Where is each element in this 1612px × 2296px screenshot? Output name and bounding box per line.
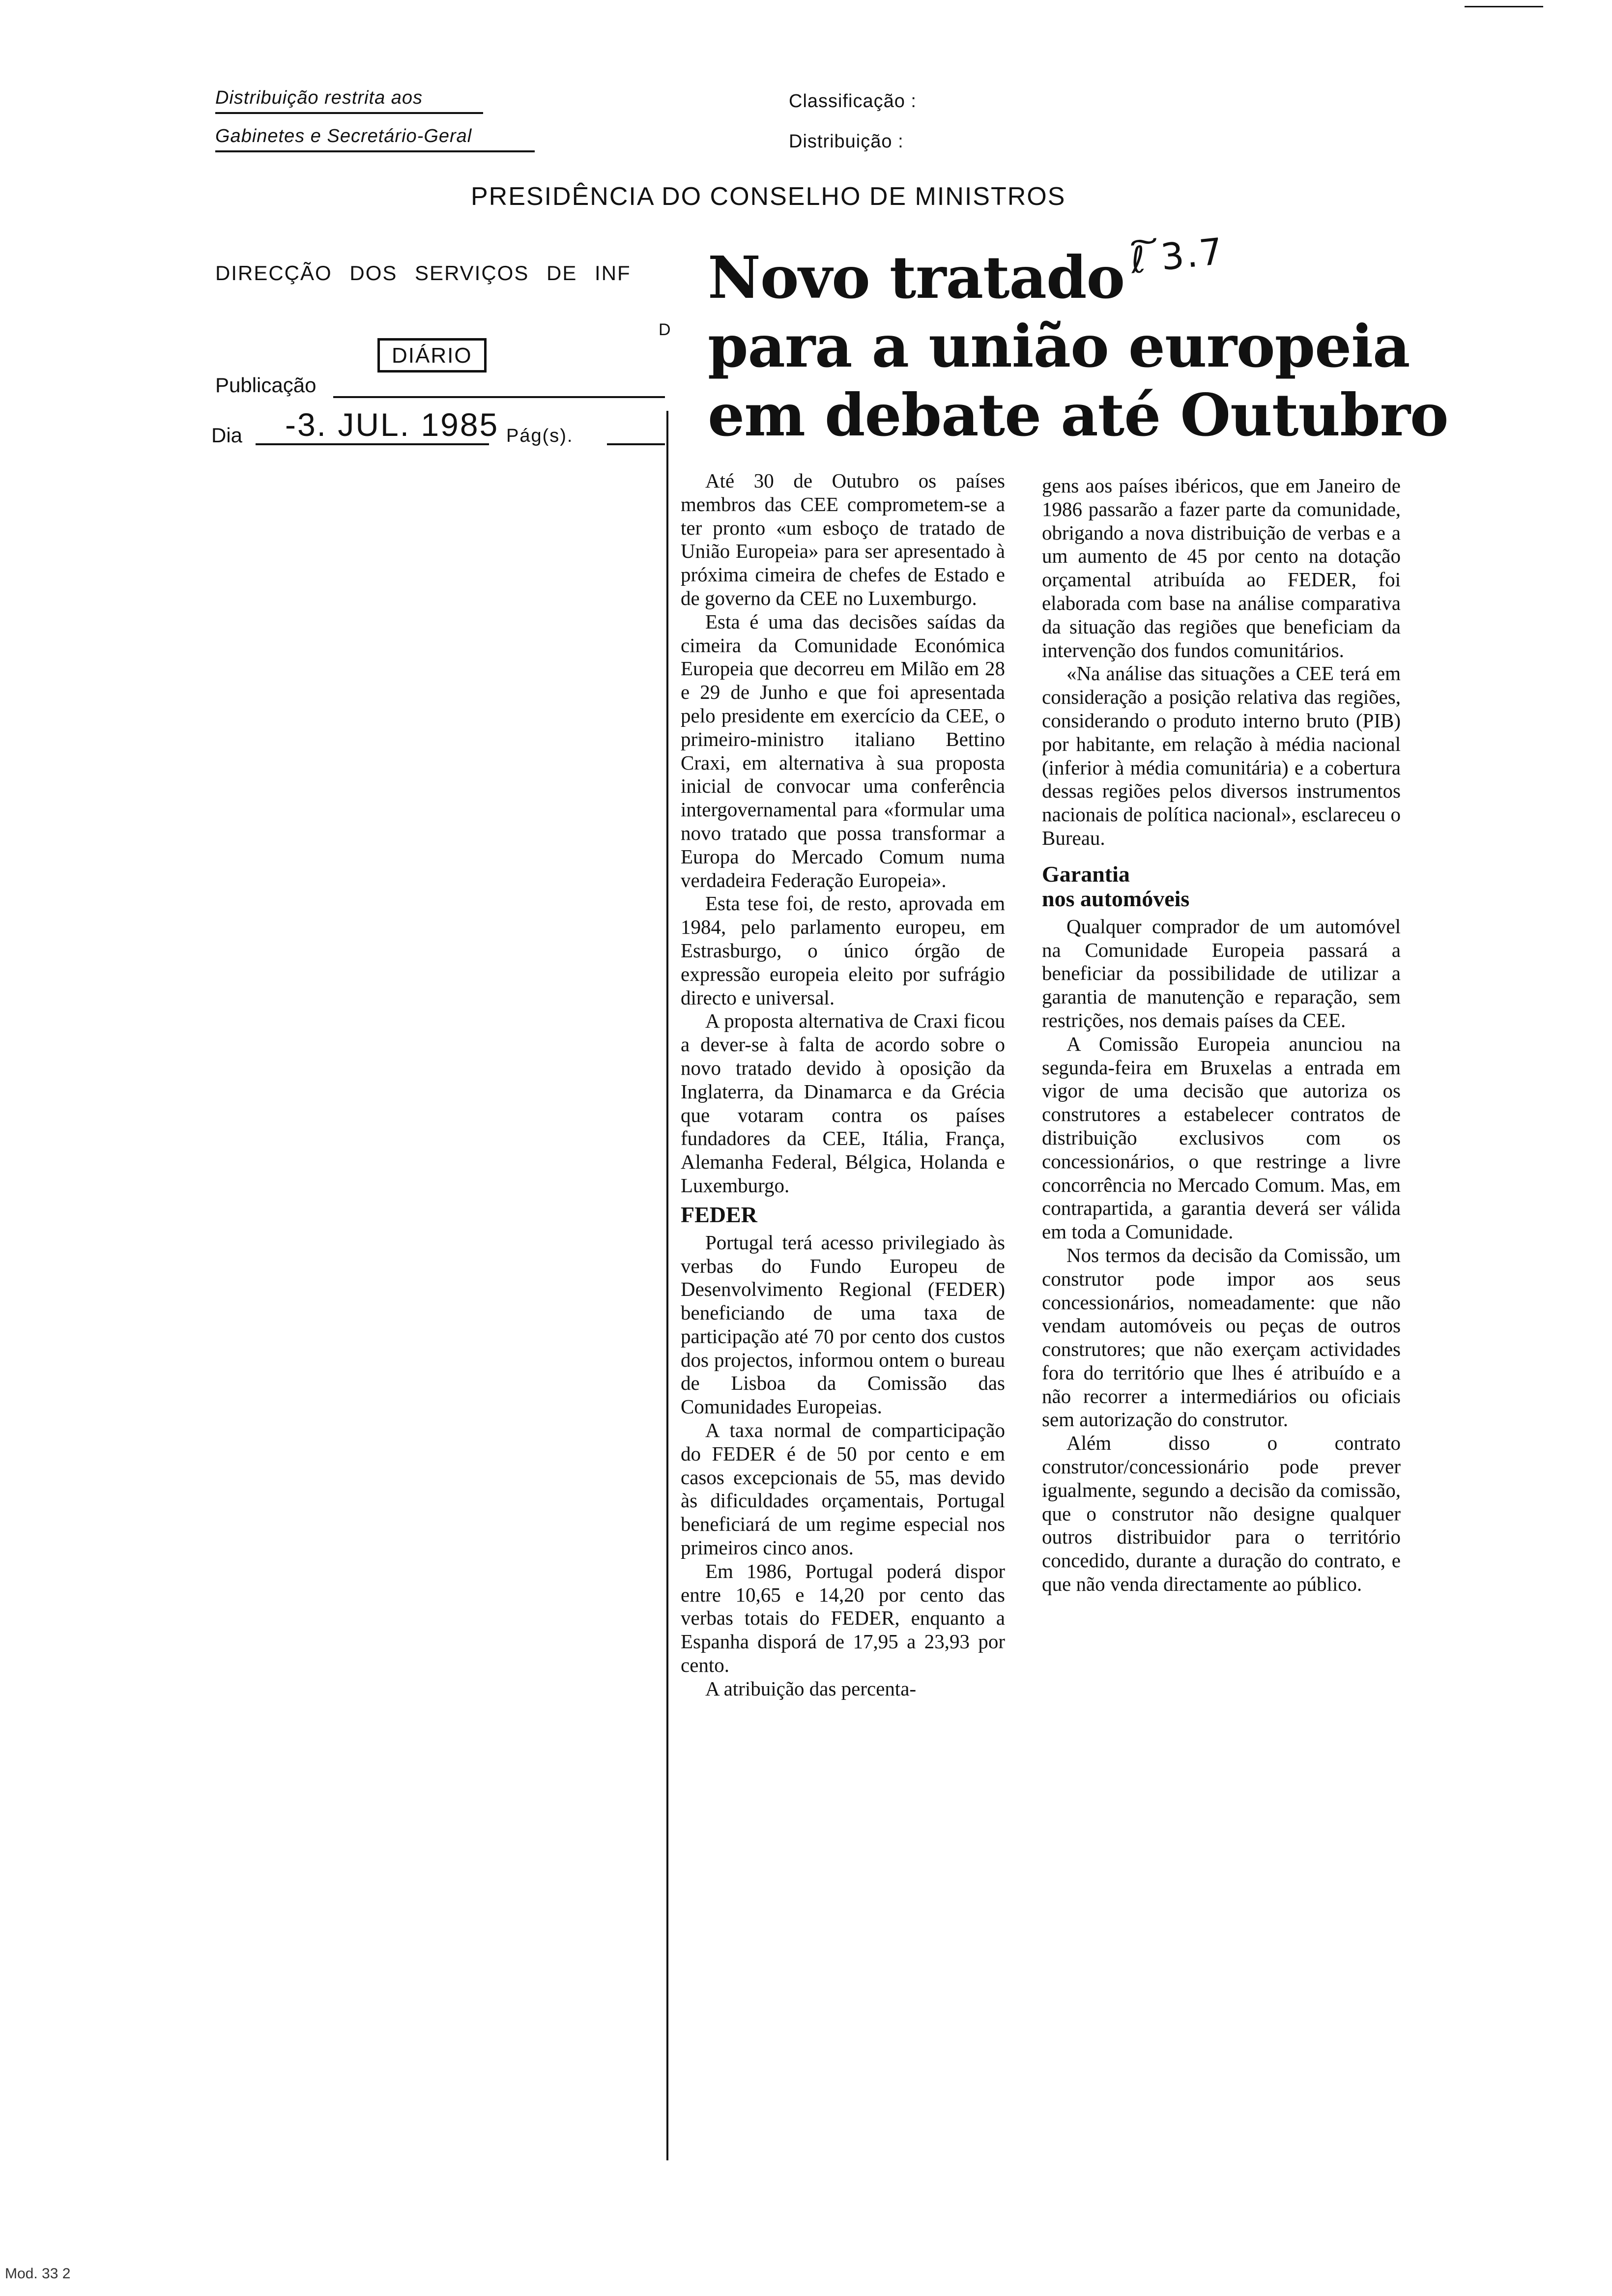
paragraph: Esta tese foi, de resto, aprovada em 1984, pelo parlamento europeu, em Estrasburgo, o único órgão de expressão europeia eleito por sufrágio directo e universal. [681,892,1005,1009]
classification-label: Classificação : [789,91,917,112]
page-label: Pág(s). [506,426,574,446]
restricted-distribution-line1: Distribuição restrita aos [215,87,423,108]
day-label: Dia [211,424,243,447]
paragraph: A proposta alternativa de Craxi ficou a dever-se à falta de acordo sobre o novo tratado devido à oposição da Inglaterra, da Dinamarca e da Grécia que votaram contra os países fundadores da CEE, Itália, França, Alemanha Federal, Bélgica, Holanda e Luxemburgo. [681,1009,1005,1197]
article-title-line3: em debate até Outubro [708,381,1448,449]
date-underline [256,443,489,445]
paragraph: A Comissão Europeia anunciou na segunda-feira em Bruxelas a entrada em vigor de uma decisão que autoriza os construtores a estabelecer contratos de distribuição exclusivos com os concessionários, o que restringe a livre concorrência no Mercado Comum. Mas, em contrapartida, a garantia deverá ser válida em toda a Comunidade. [1042,1032,1401,1243]
paragraph: Além disso o contrato construtor/concessionário pode prever igualmente, segundo a decisão da comissão, que o construtor não designe qualquer outros distribuidor para o território concedido, durante a duração do contrato, e que não venda directamente ao público. [1042,1432,1401,1596]
underline-1 [215,112,483,114]
subheading-garantia [1042,862,1401,911]
article-title-line1: Novo tratado [708,243,1125,312]
paragraph: Esta é uma das decisões saídas da cimeira da Comunidade Económica Europeia que decorreu em Milão em 28 e 29 de Junho e que foi apresentada pelo presidente em exercício da CEE, o primeiro-ministro italiano Bettino Craxi, em alternativa à sua proposta inicial de convocar uma conferência intergovernamental para «formular uma novo tratado que possa transformar a Europa do Mercado Comum numa verdadeira Federação Europeia». [681,610,1005,891]
handwritten-annotation: ℓ͠ 3.7 [1128,230,1227,282]
paragraph: gens aos países ibéricos, que em Janeiro de 1986 passarão a fazer parte da comunidade, obrigando a nova distribuição de verbas e a um aumento de 45 por cento na dotação orçamental atribuída ao FEDER, foi elaborada com base na análise comparativa da situação das regiões que beneficiam da intervenção dos fundos comunitários. [1042,474,1401,661]
article-column-1 [681,469,1005,1701]
publication-date: -3. JUL. 1985 [285,406,499,443]
directorate-continuation: D [659,320,671,339]
subheading-garantia-line2: nos automóveis [1042,886,1190,911]
article-title-line2: para a união europeia [708,312,1410,380]
directorate-heading: DIRECÇÃO DOS SERVIÇOS DE INF [215,261,631,285]
underline-2 [215,150,535,152]
subheading-garantia-line1: Garantia [1042,861,1130,887]
publication-underline [333,396,665,398]
publication-label: Publicação [215,373,317,397]
paragraph: Qualquer comprador de um automóvel na Comunidade Europeia passará a beneficiar da possibilidade de utilizar a garantia de manutenção e reparação, sem restrições, nos demais países da CEE. [1042,915,1401,1032]
paragraph: Até 30 de Outubro os países membros das CEE comprometem-se a ter pronto «um esboço de tratado de União Europeia» para ser apresentado à próxima cimeira de chefes de Estado e de governo da CEE no Luxemburgo. [681,469,1005,609]
restricted-distribution-line2: Gabinetes e Secretário-Geral [215,126,472,146]
paragraph: Portugal terá acesso privilegiado às verbas do Fundo Europeu de Desenvolvimento Regional (FEDER) beneficiando de uma taxa de participação até 70 por cento dos custos dos projectos, informou ontem o bureau de Lisboa da Comissão das Comunidades Europeias. [681,1231,1005,1418]
distribution-label: Distribuição : [789,131,904,152]
paragraph: «Na análise das situações a CEE terá em consideração a posição relativa das regiões, considerando o produto interno bruto (PIB) por habitante, em relação à média nacional (inferior à média comunitária) e a cobertura dessas regiões pelos diversos instrumentos nacionais de política nacional», esclareceu o Bureau. [1042,662,1401,849]
column-divider [666,411,668,2160]
paragraph: A atribuição das percenta- [705,1677,917,1700]
paragraph: Nos termos da decisão da Comissão, um construtor pode impor aos seus concessionários, nomeadamente: que não vendam automóveis ou peças de outros construtores; que não exerçam actividades fora do território que lhes é atribuído e a não recorrer a intermediários ou oficiais sem autorização do construtor. [1042,1243,1401,1431]
page-underline [607,443,665,445]
presidency-heading: PRESIDÊNCIA DO CONSELHO DE MINISTROS [471,182,1066,211]
scan-mark [1465,6,1543,7]
article-column-2 [1042,474,1401,1596]
paragraph: A taxa normal de comparticipação do FEDER é de 50 por cento e em casos excepcionais de 55, mas devido às dificuldades orçamentais, Portugal beneficiará de um regime especial nos primeiros cinco anos. [681,1419,1005,1559]
paragraph: Em 1986, Portugal poderá dispor entre 10,65 e 14,20 por cento das verbas totais do FEDER, enquanto a Espanha disporá de 17,95 a 23,93 por cento. [681,1559,1005,1677]
publication-stamp: DIÁRIO [377,338,487,373]
form-code: Mod. 33 2 [5,2266,71,2282]
subheading-feder: FEDER [681,1202,757,1227]
